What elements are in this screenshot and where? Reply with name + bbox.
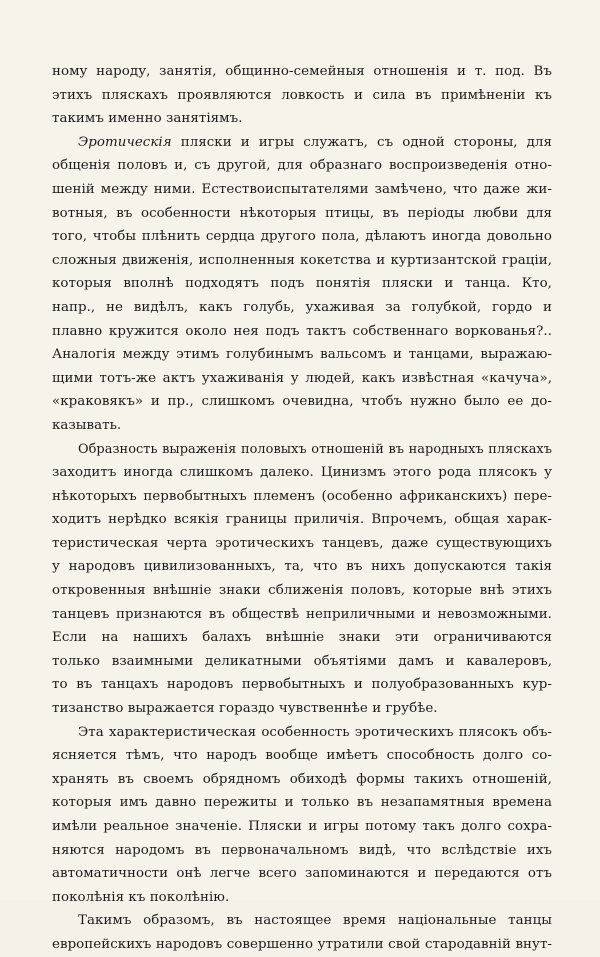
line-text: то въ танцахъ народовъ первобытныхъ и полуобразованныхъ кур- [52, 677, 552, 693]
text-line [52, 60, 552, 84]
line-text: Аналогія между этимъ голубинымъ вальсомъ и танцами, выражаю- [52, 347, 552, 363]
line-text: тизанство выражается гораздо чувственнѣе и грубѣе. [52, 701, 438, 717]
italic-term: Эротическія [78, 134, 172, 150]
text-line [52, 154, 552, 178]
text-line [52, 697, 552, 721]
line-text: Эта характеристическая особенность эротическихъ плясокъ объ- [78, 724, 552, 740]
line-text: у народовъ цивилизованныхъ, та, что въ нихъ допускаются такія [52, 559, 552, 575]
line-text: танцевъ признаются въ обществѣ неприличными и невозможными. [52, 606, 552, 622]
text-line [52, 909, 552, 933]
line-text: сложныя движенія, исполненныя кокетства и куртизантской граціи, [52, 252, 552, 268]
text-line [52, 461, 552, 485]
line-text: которыя вполнѣ подходятъ подъ понятія пляски и танца. Кто, [52, 276, 552, 292]
text-line [52, 862, 552, 886]
text-line [52, 414, 552, 438]
line-text: этихъ пляскахъ проявляются ловкость и сила въ примѣненіи къ [52, 87, 552, 103]
text-line [52, 555, 552, 579]
line-text: поколѣнія къ поколѣнію. [52, 889, 230, 905]
text-line [52, 815, 552, 839]
line-text: теристическая черта эротическихъ танцевъ, даже существующихъ [52, 535, 552, 551]
line-text: Такимъ образомъ, въ настоящее время національные танцы [78, 913, 552, 929]
line-text: няются народомъ въ первоначальномъ видѣ, что вслѣдствіе ихъ [52, 842, 552, 858]
line-text: «краковякъ» и пр., слишкомъ очевидна, чтобъ нужно было ее до- [52, 394, 552, 410]
text-line [52, 343, 552, 367]
text-line [52, 367, 552, 391]
text-line [52, 390, 552, 414]
text-line [52, 886, 552, 910]
text-line [52, 485, 552, 509]
line-text: такимъ именно занятіямъ. [52, 111, 243, 127]
line-text: Если на нашихъ балахъ внѣшніе знаки эти ограничиваются [52, 630, 552, 646]
text-line [52, 626, 552, 650]
line-text: ходитъ нерѣдко всякія границы приличія. Впрочемъ, общая харак- [52, 512, 552, 528]
line-text: только взаимными деликатными объятіями дамъ и кавалеровъ, [52, 653, 552, 669]
text-line [52, 296, 552, 320]
text-line [52, 249, 552, 273]
line-text: ясняется тѣмъ, что народъ вообще имѣетъ способность долго со- [52, 748, 552, 764]
text-line [52, 532, 552, 556]
text-line [52, 84, 552, 108]
line-text: ному народу, занятія, общинно-семейныя отношенія и т. под. Въ [52, 64, 552, 79]
text-line [52, 933, 552, 957]
text-line [52, 768, 552, 792]
line-text: напр., не видѣлъ, какъ голубь, ухаживая за голубкой, гордо и [52, 299, 552, 315]
line-text: казывать. [52, 417, 122, 433]
line-text: нѣкоторыхъ первобытныхъ племенъ (особенно африканскихъ) пере- [52, 488, 552, 504]
line-text: вотныя, въ особенности нѣкоторыя птицы, въ періоды любви для [52, 205, 552, 221]
line-text: имѣли реальное значеніе. Пляски и игры потому такъ долго сохра- [52, 819, 552, 834]
text-line [52, 107, 552, 131]
text-line [52, 839, 552, 863]
line-text: автоматичности онѣ легче всего запоминаются и передаются отъ [52, 866, 552, 882]
text-line [52, 320, 552, 344]
text-line [52, 579, 552, 603]
line-text: откровенныя внѣшніе знаки сближенія половъ, которые внѣ этихъ [52, 583, 552, 599]
body-text [52, 60, 552, 957]
line-text: заходитъ иногда слишкомъ далеко. Цинизмъ этого рода плясокъ у [52, 465, 552, 481]
text-line [52, 508, 552, 532]
text-line [52, 272, 552, 296]
line-text: Образность выраженія половыхъ отношеній въ народныхъ пляскахъ [78, 441, 552, 457]
text-line [52, 721, 552, 745]
line-text: хранять въ своемъ обрядномъ обиходѣ формы такихъ отношеній, [52, 771, 552, 787]
line-text: европейскихъ народовъ совершенно утратили свой стародавній внут- [52, 936, 552, 952]
line-text: которыя имъ давно пережиты и только въ незапамятныя времена [52, 795, 552, 811]
line-text: пляски и игры служатъ, съ одной стороны, для [171, 134, 552, 150]
line-text: плавно кружится около нея подъ тактъ собственнаго воркованья?.. [52, 323, 552, 339]
text-line [52, 131, 552, 155]
text-line [52, 202, 552, 226]
text-line [52, 791, 552, 815]
text-line [52, 225, 552, 249]
line-text: шеній между ними. Естествоиспытателями замѣчено, что даже жи- [52, 181, 552, 197]
text-line [52, 673, 552, 697]
line-text: того, чтобы плѣнить сердца другого пола, дѣлаютъ иногда довольно [52, 229, 552, 245]
line-text: щими тотъ-же актъ ухаживанія у людей, какъ извѣстная «качуча», [52, 370, 552, 386]
text-line [52, 178, 552, 202]
text-line [52, 603, 552, 627]
text-line [52, 438, 552, 462]
text-line [52, 744, 552, 768]
text-line [52, 650, 552, 674]
line-text: общенія половъ и, съ другой, для образнаго воспроизведенія отно- [52, 158, 552, 174]
